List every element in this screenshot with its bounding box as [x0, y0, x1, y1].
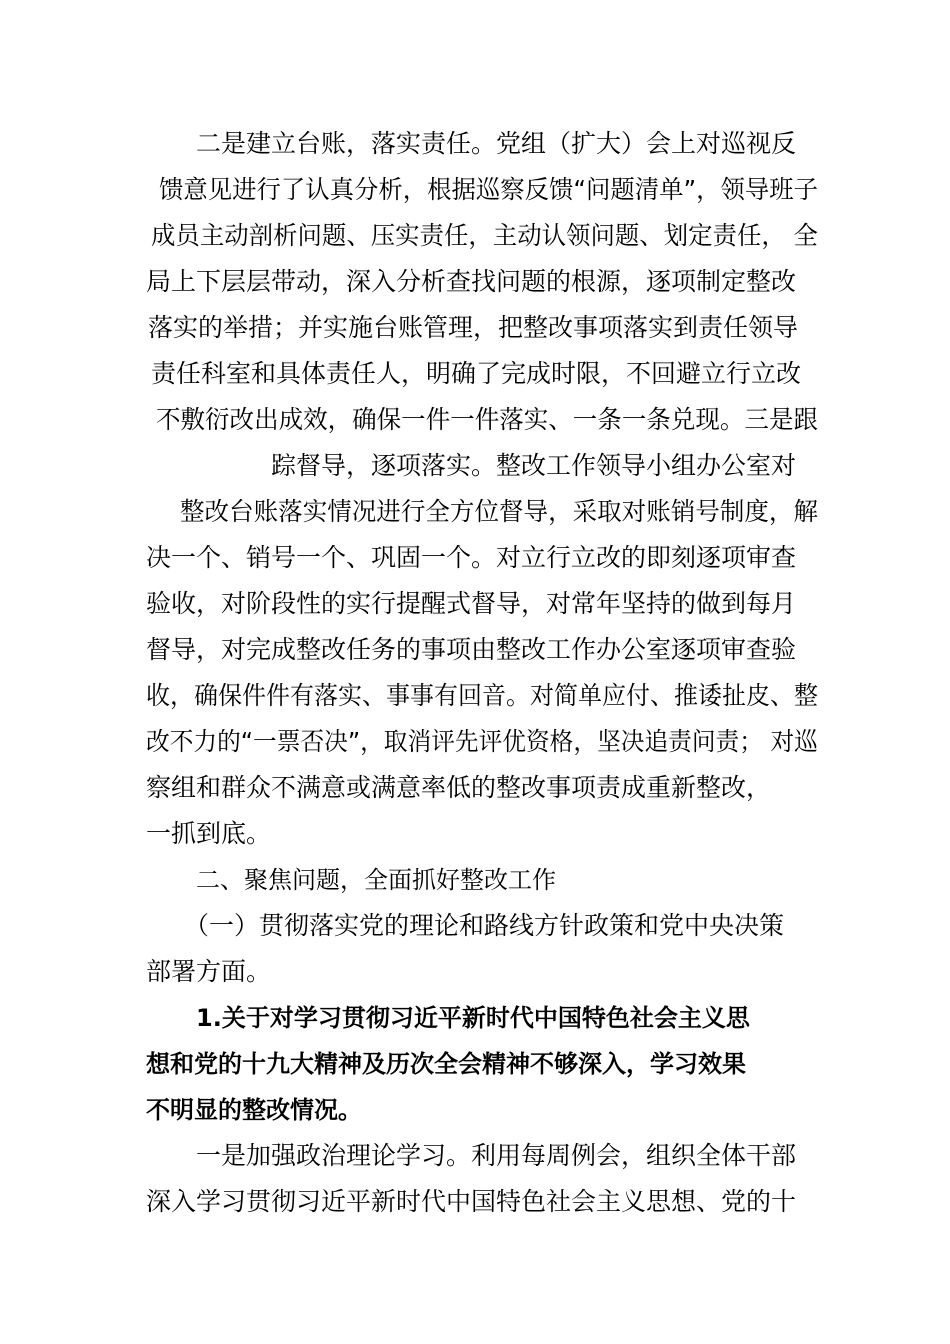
paragraph-line: 改不力的“一票否决”，取消评先评优资格，坚决追责问责； 对巡	[146, 727, 818, 756]
paragraph-line: 整改台账落实情况进行全方位督导，采取对账销号制度，解	[180, 497, 818, 526]
paragraph-line: 验收，对阶段性的实行提醒式督导，对常年坚持的做到每月	[146, 589, 797, 618]
paragraph-line: 不敷衍改出成效，确保一件一件落实、一条一条兑现。三是跟	[156, 405, 818, 434]
paragraph-line: 馈意见进行了认真分析，根据巡察反馈“问题清单”，领导班子	[159, 175, 818, 204]
paragraph-line: 一是加强政治理论学习。利用每周例会，组织全体干部	[196, 1141, 797, 1170]
paragraph-line: 一抓到底。	[146, 819, 272, 848]
paragraph-line: 决一个、销号一个、巩固一个。对立行立改的即刻逐项审查	[146, 543, 797, 572]
paragraph-line: 成员主动剖析问题、压实责任，主动认领问题、划定责任， 全	[151, 221, 818, 250]
section-heading: 二、聚焦问题，全面抓好整改工作	[196, 866, 556, 894]
paragraph-line: 察组和群众不满意或满意率低的整改事项责成重新整改，	[146, 773, 772, 802]
item-heading: 不明显的整改情况。	[146, 1096, 362, 1124]
paragraph-line: 督导，对完成整改任务的事项由整改工作办公室逐项审查验	[146, 635, 797, 664]
paragraph-line: 落实的举措；并实施台账管理，把整改事项落实到责任领导	[148, 313, 799, 342]
paragraph-line: 责任科室和具体责任人，明确了完成时限，不回避立行立改	[151, 359, 802, 388]
item-heading: 1.关于对学习贯彻习近平新时代中国特色社会主义思	[196, 1004, 750, 1032]
subsection-heading: （一）贯彻落实党的理论和路线方针政策和党中央决策	[184, 911, 785, 940]
paragraph-line: 踪督导，逐项落实。整改工作领导小组办公室对	[271, 451, 797, 480]
paragraph-line: 深入学习贯彻习近平新时代中国特色社会主义思想、党的十	[146, 1187, 797, 1216]
paragraph-line: 收，确保件件有落实、事事有回音。对简单应付、推诿扯皮、整	[146, 681, 819, 710]
paragraph-line: 局上下层层带动，深入分析查找问题的根源，逐项制定整改	[146, 267, 797, 296]
item-heading: 想和党的十九大精神及历次全会精神不够深入，学习效果	[146, 1050, 746, 1078]
subsection-heading: 部署方面。	[146, 957, 272, 986]
paragraph-line: 二是建立台账，落实责任。党组（扩大）会上对巡视反	[196, 129, 797, 158]
